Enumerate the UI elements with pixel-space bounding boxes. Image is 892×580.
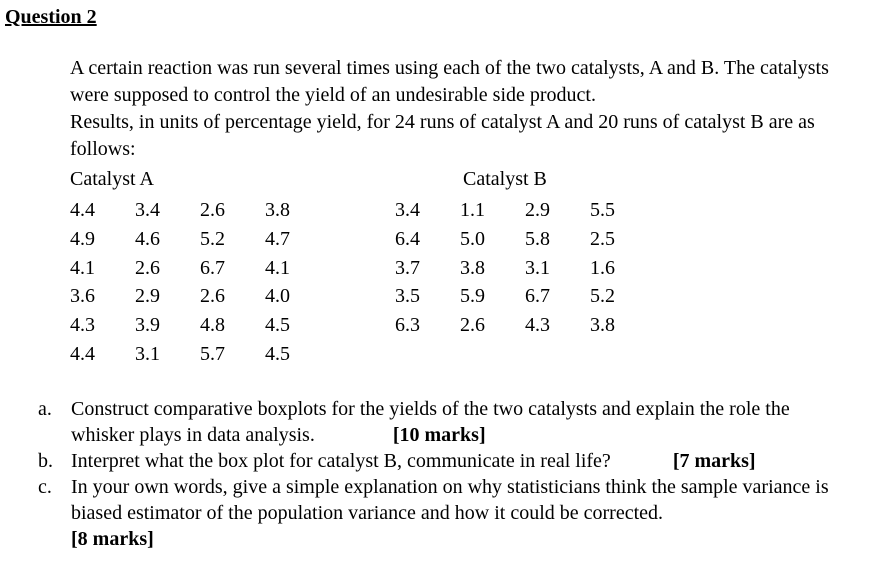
question-parts — [38, 396, 838, 552]
data-row — [70, 196, 330, 225]
catalyst-a-table — [70, 196, 330, 369]
data-cell: 3.8 — [460, 256, 485, 279]
part-a-marks: [10 marks] — [392, 424, 486, 446]
part-a — [38, 396, 838, 448]
data-cell: 3.5 — [395, 285, 420, 308]
data-cell: 2.6 — [135, 256, 160, 279]
data-cell: 6.7 — [525, 285, 550, 308]
data-cell: 4.1 — [265, 256, 290, 279]
data-cell: 3.9 — [135, 314, 160, 337]
data-cell: 4.4 — [70, 342, 95, 365]
data-cell: 4.0 — [265, 285, 290, 308]
data-row — [70, 311, 330, 340]
data-row — [395, 311, 655, 340]
part-b-marks: [7 marks] — [672, 450, 756, 472]
data-cell: 4.7 — [265, 227, 290, 250]
data-cell: 5.0 — [460, 227, 485, 250]
data-cell: 4.9 — [70, 227, 95, 250]
data-cell: 6.4 — [395, 227, 420, 250]
data-cell: 4.6 — [135, 227, 160, 250]
data-cell: 4.3 — [525, 314, 550, 337]
data-cell: 4.5 — [265, 342, 290, 365]
data-cell: 5.2 — [590, 285, 615, 308]
part-c — [38, 474, 838, 552]
question-title: Question 2 — [5, 6, 97, 28]
catalyst-b-table — [395, 196, 655, 340]
data-row — [395, 225, 655, 254]
data-cell: 3.7 — [395, 256, 420, 279]
data-cell: 2.5 — [590, 227, 615, 250]
data-cell: 4.4 — [70, 199, 95, 221]
data-cell: 3.8 — [590, 314, 615, 337]
data-cell: 5.7 — [200, 342, 225, 365]
data-cell: 5.9 — [460, 285, 485, 308]
catalyst-a-header: Catalyst A — [70, 168, 154, 190]
data-cell: 3.4 — [135, 199, 160, 221]
data-row — [70, 254, 330, 283]
part-c-marks: [8 marks] — [71, 528, 154, 550]
data-row — [395, 196, 655, 225]
data-cell: 2.6 — [460, 314, 485, 337]
data-cell: 6.3 — [395, 314, 420, 337]
question-intro — [70, 55, 860, 163]
data-row — [395, 254, 655, 283]
data-row — [70, 340, 330, 369]
data-cell: 1.1 — [460, 199, 485, 221]
data-cell: 2.9 — [525, 199, 550, 221]
data-cell: 2.9 — [135, 285, 160, 308]
data-cell: 1.6 — [590, 256, 615, 279]
data-cell: 2.6 — [200, 285, 225, 308]
data-cell: 4.3 — [70, 314, 95, 337]
part-a-text: Construct comparative boxplots for the yields of the two catalysts and explain the role the whisker plays in data analysis. — [71, 398, 790, 446]
data-cell: 2.6 — [200, 199, 225, 221]
data-cell: 3.4 — [395, 199, 420, 221]
part-letter: b. — [38, 450, 53, 472]
part-b-text: Interpret what the box plot for catalyst B, communicate in real life? — [71, 450, 611, 472]
data-cell: 5.8 — [525, 227, 550, 250]
part-letter: c. — [38, 476, 52, 498]
intro-paragraph-2: Results, in units of percentage yield, for 24 runs of catalyst A and 20 runs of catalyst B are as follows: — [70, 111, 815, 160]
data-row — [70, 225, 330, 254]
data-cell: 3.1 — [525, 256, 550, 279]
part-letter: a. — [38, 398, 52, 420]
intro-paragraph-1: A certain reaction was run several times using each of the two catalysts, A and B. The catalysts were supposed to control the yield of an undesirable side product. — [70, 57, 829, 106]
data-row — [395, 282, 655, 311]
data-row — [70, 282, 330, 311]
data-cell: 4.1 — [70, 256, 95, 279]
part-c-text: In your own words, give a simple explanation on why statisticians think the sample variance is biased estimator of the population variance and how it could be corrected. — [71, 476, 829, 524]
data-cell: 5.5 — [590, 199, 615, 221]
data-cell: 4.5 — [265, 314, 290, 337]
data-cell: 3.1 — [135, 342, 160, 365]
data-cell: 6.7 — [200, 256, 225, 279]
data-cell: 3.8 — [265, 199, 290, 221]
catalyst-b-header: Catalyst B — [463, 168, 547, 190]
data-cell: 4.8 — [200, 314, 225, 337]
data-cell: 3.6 — [70, 285, 95, 308]
part-b — [38, 448, 838, 474]
data-cell: 5.2 — [200, 227, 225, 250]
